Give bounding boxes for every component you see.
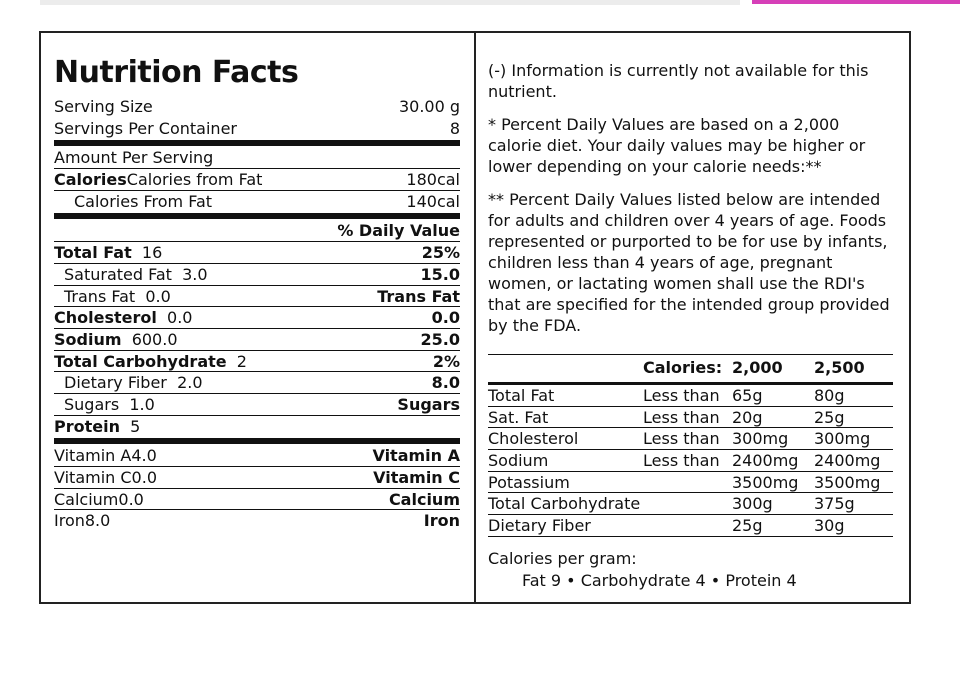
table-cell: 25g (732, 516, 763, 536)
vitamin-list (54, 445, 460, 532)
nutrient-name: Sodium (54, 329, 122, 349)
table-row (488, 472, 893, 494)
nutrient-row (54, 351, 460, 373)
table-header-cell: 2,000 (732, 358, 783, 377)
table-cell: 20g (732, 407, 763, 427)
calories-per-gram-label: Calories per gram: (488, 549, 637, 568)
nutrient-amount: 5 (130, 416, 141, 436)
nutrient-name: Dietary Fiber (64, 373, 167, 393)
calories-per-gram-values: Fat 9 • Carbohydrate 4 • Protein 4 (522, 571, 797, 590)
table-cell: Cholesterol (488, 429, 579, 449)
nutrient-name: Protein (54, 416, 120, 436)
table-cell: 2400mg (814, 451, 881, 471)
table-cell: Less than (643, 429, 720, 449)
vitamin-amount: Calcium0.0 (54, 489, 144, 509)
table-cell: Sat. Fat (488, 407, 549, 427)
table-cell (643, 515, 732, 536)
calories-from-fat-value: 140cal (406, 191, 460, 211)
nutrient-amount: 2 (236, 351, 247, 371)
nutrient-name: Total Fat (54, 243, 132, 263)
nutrient-row (54, 307, 460, 329)
percent-dv-note: * Percent Daily Values are based on a 2,000 calorie diet. Your daily values may be higher or lower depending on your calorie needs:** (488, 115, 866, 176)
nutrient-amount: 3.0 (182, 264, 208, 284)
daily-value-header: % Daily Value (337, 221, 460, 241)
serving-size-row (54, 96, 460, 118)
servings-per-container-value: 8 (449, 118, 460, 138)
nutrient-daily-value: 25.0 (420, 329, 460, 349)
vitamin-row (54, 445, 460, 467)
nutrient-name: Total Carbohydrate (54, 351, 227, 371)
nutrient-daily-value: 2% (432, 351, 460, 371)
table-cell: Less than (643, 407, 720, 427)
thick-rule (54, 438, 460, 444)
table-header-row (488, 355, 893, 381)
info-unavailable-note: (-) Information is currently not available for this nutrient. (488, 61, 869, 101)
nutrition-facts-panel (54, 54, 460, 532)
footnotes-panel (488, 60, 893, 348)
table-header-cell: 2,500 (814, 358, 865, 377)
calories-from-fat-label: Calories From Fat (74, 191, 213, 211)
serving-size-value: 30.00 g (398, 97, 460, 116)
vitamin-name: Vitamin A (372, 446, 460, 466)
table-header-cell (488, 355, 643, 381)
table-cell: Total Fat (488, 386, 555, 405)
nutrient-name: Sugars (64, 394, 120, 414)
nutrient-amount: 16 (141, 243, 163, 263)
table-cell: Total Carbohydrate (488, 494, 641, 514)
vitamin-name: Iron (423, 511, 460, 531)
top-strip (40, 0, 740, 5)
table-cell: 300mg (732, 429, 789, 449)
table-cell: 300mg (814, 429, 871, 449)
nutrient-daily-value: 0.0 (431, 308, 460, 328)
table-cell (643, 493, 732, 514)
nutrient-row (54, 329, 460, 351)
table-cell (643, 472, 732, 493)
nutrient-row (54, 416, 460, 438)
vitamin-name: Vitamin C (373, 468, 460, 487)
vitamin-row (54, 510, 460, 532)
table-row (488, 428, 893, 450)
vitamin-amount: Iron8.0 (54, 511, 111, 531)
thick-rule (54, 140, 460, 146)
percent-dv-adults-note: ** Percent Daily Values listed below are intended for adults and children over 4 years of age. Foods represented or purported to be for use by infants, children less than 4 years of age, pregnant women, or lactating women shall use the RDI's that are specified for the intended group provided by the FDA. (488, 190, 890, 335)
nutrient-row (54, 242, 460, 264)
vitamin-row (54, 467, 460, 489)
servings-per-container-row (54, 118, 460, 140)
table-cell: 3500mg (732, 472, 799, 492)
calories-row (54, 169, 460, 191)
table-cell: Potassium (488, 472, 570, 492)
nutrient-daily-value: 8.0 (431, 373, 460, 393)
calories-value: 180cal (406, 170, 460, 190)
table-cell: Dietary Fiber (488, 516, 591, 536)
table-row (488, 385, 893, 407)
nutrient-row (54, 372, 460, 394)
table-cell: 300g (732, 494, 773, 514)
table-cell: 30g (814, 516, 845, 536)
amount-per-serving-row (54, 147, 460, 169)
nutrient-amount: 0.0 (167, 308, 193, 328)
nutrient-name: Cholesterol (54, 308, 157, 328)
panel-divider (474, 31, 476, 604)
calories-label: Calories (54, 170, 127, 190)
nutrient-list (54, 242, 460, 437)
table-row (488, 493, 893, 515)
daily-value-header-row (54, 220, 460, 242)
table-row (488, 450, 893, 472)
nutrient-amount: 1.0 (129, 394, 155, 414)
nutrient-row (54, 286, 460, 308)
calories-per-gram (488, 548, 797, 592)
nutrient-daily-value: 15.0 (420, 264, 460, 284)
table-body (488, 385, 893, 537)
vitamin-name: Calcium (388, 489, 460, 509)
nutrient-row (54, 394, 460, 416)
table-row (488, 515, 893, 537)
table-cell: 25g (814, 407, 845, 427)
vitamin-amount: Vitamin A4.0 (54, 446, 157, 466)
calories-from-fat-row (54, 191, 460, 213)
table-cell: 3500mg (814, 472, 881, 492)
nutrient-amount: 2.0 (177, 373, 203, 393)
table-cell: Less than (643, 386, 720, 405)
nutrition-facts-title: Nutrition Facts (54, 55, 299, 90)
table-cell: 65g (732, 386, 763, 405)
accent-strip (752, 0, 960, 4)
nutrient-row (54, 264, 460, 286)
table-cell: 2400mg (732, 451, 799, 471)
daily-values-table (488, 354, 893, 537)
table-cell: 375g (814, 494, 855, 514)
servings-per-container-label: Servings Per Container (54, 118, 237, 138)
table-cell: Less than (643, 451, 720, 471)
thick-rule (54, 213, 460, 219)
nutrient-name: Saturated Fat (64, 264, 172, 284)
nutrient-amount: 0.0 (145, 286, 171, 306)
serving-size-label: Serving Size (54, 97, 153, 116)
table-header-cell: Calories: (643, 358, 723, 377)
amount-per-serving-label: Amount Per Serving (54, 148, 214, 168)
table-row (488, 407, 893, 429)
table-cell: 80g (814, 386, 845, 405)
nutrient-daily-value: 25% (421, 243, 460, 263)
nutrient-name: Trans Fat (64, 286, 136, 306)
table-cell: Sodium (488, 451, 549, 471)
nutrient-amount: 600.0 (131, 329, 178, 349)
nutrient-daily-value: Sugars (397, 394, 460, 414)
calories-label-rest: Calories from Fat (126, 170, 263, 190)
vitamin-row (54, 489, 460, 511)
nutrient-daily-value: Trans Fat (377, 286, 460, 306)
vitamin-amount: Vitamin C0.0 (54, 468, 157, 487)
